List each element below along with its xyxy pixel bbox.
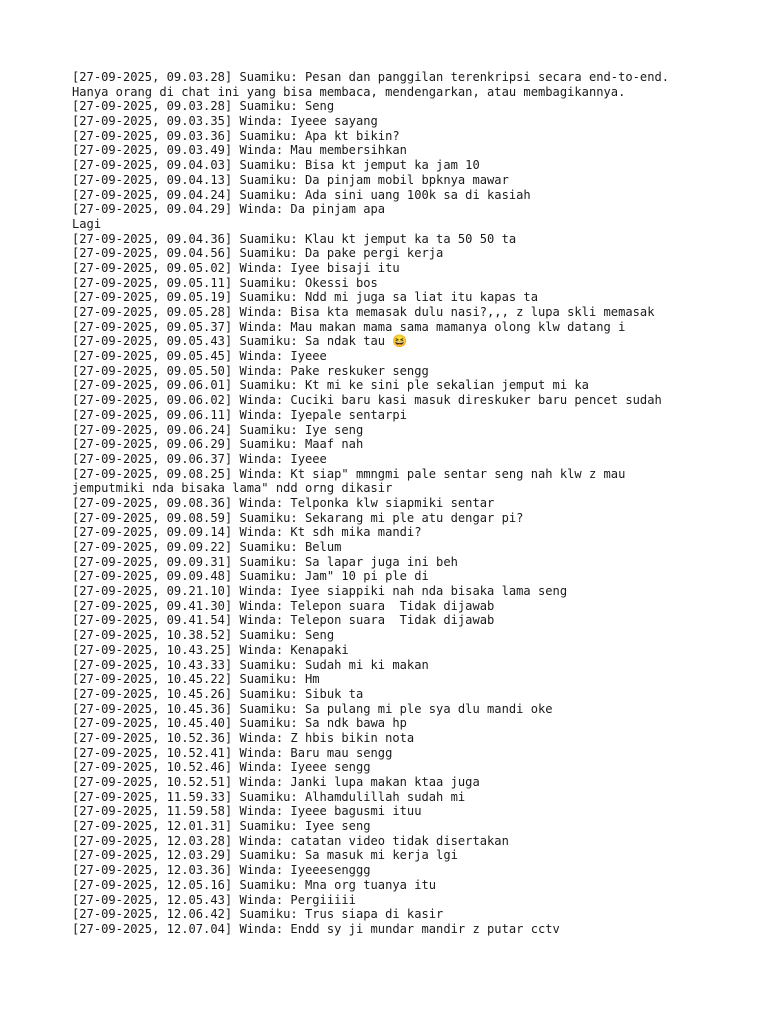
transcript-line: [27-09-2025, 09.06.37] Winda: Iyeee [72, 451, 327, 466]
transcript-line: Hanya orang di chat ini yang bisa membaca, mendengarkan, atau membagikannya. [72, 84, 626, 99]
transcript-line: [27-09-2025, 09.08.25] Winda: Kt siap" mmngmi pale sentar seng nah klw z mau [72, 466, 626, 481]
chat-transcript [72, 70, 752, 937]
transcript-line: [27-09-2025, 09.08.59] Suamiku: Sekarang mi ple atu dengar pi? [72, 510, 524, 525]
transcript-line: [27-09-2025, 10.43.33] Suamiku: Sudah mi ki makan [72, 657, 429, 672]
transcript-line: [27-09-2025, 09.05.45] Winda: Iyeee [72, 349, 327, 364]
transcript-line: [27-09-2025, 09.05.50] Winda: Pake reskuker sengg [72, 363, 429, 378]
transcript-line: [27-09-2025, 12.03.29] Suamiku: Sa masuk mi kerja lgi [72, 848, 458, 863]
transcript-line: [27-09-2025, 09.05.37] Winda: Mau makan mama sama mamanya olong klw datang i [72, 319, 626, 334]
transcript-line: [27-09-2025, 12.06.42] Suamiku: Trus siapa di kasir [72, 907, 444, 922]
transcript-line: [27-09-2025, 09.06.24] Suamiku: Iye seng [72, 422, 364, 437]
transcript-line: [27-09-2025, 09.06.02] Winda: Cuciki baru kasi masuk direskuker baru pencet sudah [72, 393, 662, 408]
transcript-line: [27-09-2025, 09.06.01] Suamiku: Kt mi ke sini ple sekalian jemput mi ka [72, 378, 589, 393]
transcript-line: [27-09-2025, 09.03.35] Winda: Iyeee sayang [72, 114, 378, 129]
transcript-line: [27-09-2025, 10.52.51] Winda: Janki lupa makan ktaa juga [72, 775, 480, 789]
transcript-line: [27-09-2025, 09.05.28] Winda: Bisa kta memasak dulu nasi?,,, z lupa skli memasak [72, 305, 655, 319]
transcript-line: [27-09-2025, 09.05.43] Suamiku: Sa ndak tau 😆 [72, 334, 408, 349]
transcript-line: [27-09-2025, 09.03.28] Suamiku: Pesan dan panggilan terenkripsi secara end-to-end. [72, 70, 670, 84]
transcript-line: [27-09-2025, 12.03.36] Winda: Iyeeesenggg [72, 863, 371, 878]
transcript-line: [27-09-2025, 09.04.36] Suamiku: Klau kt jemput ka ta 50 50 ta [72, 231, 517, 246]
transcript-line: [27-09-2025, 09.09.48] Suamiku: Jam" 10 pi ple di [72, 569, 429, 584]
transcript-line: [27-09-2025, 09.41.54] Winda: Telepon suara Tidak dijawab [72, 613, 495, 628]
transcript-line: [27-09-2025, 09.04.29] Winda: Da pinjam apa [72, 202, 386, 217]
transcript-line: [27-09-2025, 09.41.30] Winda: Telepon suara Tidak dijawab [72, 598, 495, 613]
transcript-line: [27-09-2025, 12.05.16] Suamiku: Mna org tuanya itu [72, 877, 437, 892]
transcript-line: [27-09-2025, 10.45.22] Suamiku: Hm [72, 672, 320, 687]
transcript-line: [27-09-2025, 09.05.11] Suamiku: Okessi bos [72, 275, 378, 290]
transcript-line: Lagi [72, 216, 102, 231]
transcript-line: [27-09-2025, 09.09.22] Suamiku: Belum [72, 540, 342, 554]
transcript-line: [27-09-2025, 09.06.29] Suamiku: Maaf nah [72, 437, 364, 452]
transcript-line: [27-09-2025, 10.52.41] Winda: Baru mau sengg [72, 745, 393, 760]
transcript-line: [27-09-2025, 10.45.40] Suamiku: Sa ndk bawa hp [72, 716, 407, 731]
transcript-line: [27-09-2025, 10.52.46] Winda: Iyeee sengg [72, 760, 371, 775]
transcript-line: [27-09-2025, 10.43.25] Winda: Kenapaki [72, 642, 349, 657]
transcript-line: [27-09-2025, 09.04.24] Suamiku: Ada sini uang 100k sa di kasiah [72, 187, 531, 202]
transcript-line: [27-09-2025, 09.21.10] Winda: Iyee siappiki nah nda bisaka lama seng [72, 584, 568, 599]
transcript-line: [27-09-2025, 11.59.58] Winda: Iyeee bagusmi ituu [72, 804, 422, 819]
transcript-line: [27-09-2025, 10.45.26] Suamiku: Sibuk ta [72, 686, 364, 701]
transcript-line: jemputmiki nda bisaka lama" ndd orng dikasir [72, 481, 393, 496]
transcript-line: [27-09-2025, 12.01.31] Suamiku: Iyee seng [72, 819, 371, 834]
transcript-line: [27-09-2025, 10.52.36] Winda: Z hbis bikin nota [72, 730, 415, 745]
transcript-line: [27-09-2025, 09.04.13] Suamiku: Da pinjam mobil bpknya mawar [72, 172, 509, 187]
transcript-line: [27-09-2025, 09.08.36] Winda: Telponka klw siapmiki sentar [72, 495, 495, 510]
transcript-line: [27-09-2025, 12.07.04] Winda: Endd sy ji mundar mandir z putar cctv [72, 921, 560, 936]
transcript-line: [27-09-2025, 09.05.02] Winda: Iyee bisaji itu [72, 260, 400, 275]
transcript-line: [27-09-2025, 09.04.03] Suamiku: Bisa kt jemput ka jam 10 [72, 158, 480, 173]
transcript-line: [27-09-2025, 09.03.28] Suamiku: Seng [72, 99, 335, 114]
transcript-line: [27-09-2025, 09.03.49] Winda: Mau membersihkan [72, 143, 407, 158]
transcript-line: [27-09-2025, 09.06.11] Winda: Iyepale sentarpi [72, 407, 407, 422]
transcript-line: [27-09-2025, 11.59.33] Suamiku: Alhamdulillah sudah mi [72, 789, 466, 804]
transcript-line: [27-09-2025, 10.38.52] Suamiku: Seng [72, 628, 335, 643]
transcript-line: [27-09-2025, 10.45.36] Suamiku: Sa pulang mi ple sya dlu mandi oke [72, 701, 553, 716]
transcript-line: [27-09-2025, 09.04.56] Suamiku: Da pake pergi kerja [72, 246, 444, 261]
transcript-line: [27-09-2025, 12.03.28] Winda: catatan video tidak disertakan [72, 833, 509, 848]
transcript-line: [27-09-2025, 09.05.19] Suamiku: Ndd mi juga sa liat itu kapas ta [72, 290, 538, 305]
transcript-line: [27-09-2025, 09.03.36] Suamiku: Apa kt bikin? [72, 128, 400, 143]
transcript-line: [27-09-2025, 12.05.43] Winda: Pergiiiii [72, 892, 356, 907]
transcript-line: [27-09-2025, 09.09.14] Winda: Kt sdh mika mandi? [72, 525, 422, 540]
transcript-line: [27-09-2025, 09.09.31] Suamiku: Sa lapar juga ini beh [72, 554, 458, 569]
